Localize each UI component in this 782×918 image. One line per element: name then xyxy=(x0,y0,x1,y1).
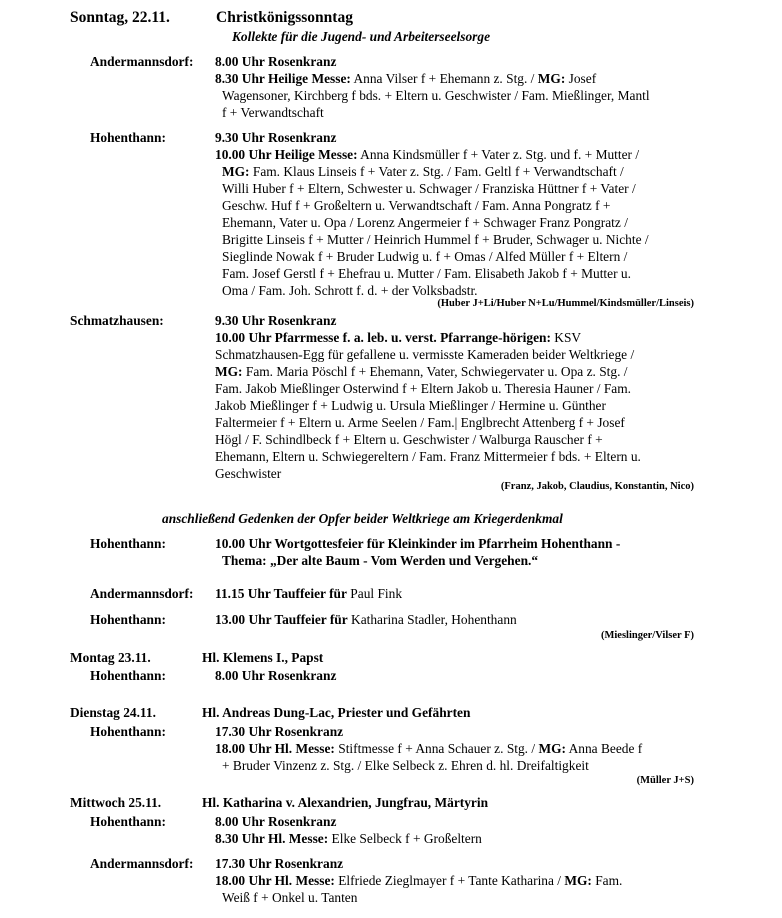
location-hohenthann: Hohenthann: xyxy=(90,814,166,829)
sunday-heading xyxy=(70,9,353,27)
mass-line: 18.00 Uhr Hl. Messe: Stiftmesse f + Anna Schauer z. Stg. / MG: Anna Beede f xyxy=(215,741,643,756)
mass-line: f + Verwandtschaft xyxy=(222,105,324,120)
mass-line: Fam. Jakob Mießlinger Osterwind f + Eltern Jakob u. Theresia Hauner / Fam. xyxy=(215,381,631,396)
mass-line: Jakob Mießlinger f + Ludwig u. Ursula Mießlinger / Hermine u. Günther xyxy=(215,398,606,413)
wednesday-date: Mittwoch 25.11. xyxy=(70,795,162,810)
rosary-time: 8.00 Uhr Rosenkranz xyxy=(215,668,337,683)
server-signature: (Huber J+Li/Huber N+Lu/Hummel/Kindsmüller/Linseis) xyxy=(437,298,694,309)
server-signature: (Franz, Jakob, Claudius, Konstantin, Nico) xyxy=(500,481,694,492)
location-hohenthann: Hohenthann: xyxy=(90,612,166,627)
tuesday-date: Dienstag 24.11. xyxy=(70,705,156,720)
tuesday-services xyxy=(215,723,695,774)
location-hohenthann: Hohenthann: xyxy=(90,130,166,145)
wednesday-heading xyxy=(70,794,489,811)
schmatzhausen-sunday-services xyxy=(215,312,695,482)
kids-service-theme: Thema: „Der alte Baum - Vom Werden und Vergehen.“ xyxy=(222,553,539,568)
rosary-time: 8.00 Uhr Rosenkranz xyxy=(215,814,337,829)
kids-service-line: 10.00 Uhr Wortgottesfeier für Kleinkinder im Pfarrheim Hohenthann - xyxy=(215,536,621,551)
mass-line: MG: Fam. Klaus Linseis f + Vater z. Stg. / Fam. Geltl f + Verwandtschaft / xyxy=(222,164,624,179)
mass-line: Ehemann, Eltern u. Schwiegereltern / Fam. Franz Mittermeier f bds. + Eltern u. xyxy=(215,449,641,464)
monday-heading xyxy=(70,649,324,666)
mass-line: Sieglinde Nowak f + Bruder Ludwig u. f + Omas / Alfed Müller f + Eltern / xyxy=(222,249,628,264)
mass-line: Weiß f + Onkel u. Tanten xyxy=(222,890,358,905)
wednesday-hohenthann-services xyxy=(215,813,695,847)
location-andermannsdorf: Andermannsdorf: xyxy=(90,856,194,871)
rosary-time: 9.30 Uhr Rosenkranz xyxy=(215,313,337,328)
server-signature: (Mieslinger/Vilser F) xyxy=(600,630,694,641)
tuesday-feast: Hl. Andreas Dung-Lac, Priester und Gefährten xyxy=(202,705,471,720)
tuesday-heading xyxy=(70,704,471,721)
rosary-time: 8.00 Uhr Rosenkranz xyxy=(215,54,337,69)
location-schmatzhausen: Schmatzhausen: xyxy=(70,313,164,328)
mass-line: + Bruder Vinzenz z. Stg. / Elke Selbeck z. Ehren d. hl. Dreifaltigkeit xyxy=(222,758,589,773)
baptism-entry: 11.15 Uhr Tauffeier für Paul Fink xyxy=(215,586,403,601)
server-signature: (Müller J+S) xyxy=(636,775,694,786)
mass-line: 10.00 Uhr Pfarrmesse f. a. leb. u. verst. Pfarrange-hörigen: KSV xyxy=(215,330,582,345)
wednesday-andermannsdorf-services xyxy=(215,855,695,906)
mass-line: Brigitte Linseis f + Mutter / Heinrich Hummel f + Bruder, Schwager u. Nichte / xyxy=(222,232,649,247)
mass-line: 18.00 Uhr Hl. Messe: Elfriede Zieglmayer f + Tante Katharina / MG: Fam. xyxy=(215,873,623,888)
mass-line: Oma / Fam. Joh. Schrott f. d. + der Volksbadstr. xyxy=(222,283,478,298)
location-hohenthann: Hohenthann: xyxy=(90,536,166,551)
mass-line: 8.30 Uhr Heilige Messe: Anna Vilser f + Ehemann z. Stg. / MG: Josef xyxy=(215,71,597,86)
mass-line: Högl / F. Schindlbeck f + Eltern u. Geschwister / Walburga Rauscher f + xyxy=(215,432,603,447)
location-hohenthann: Hohenthann: xyxy=(90,724,166,739)
monday-date: Montag 23.11. xyxy=(70,650,151,665)
monday-feast: Hl. Klemens I., Papst xyxy=(202,650,324,665)
location-andermannsdorf: Andermannsdorf: xyxy=(90,586,194,601)
rosary-time: 17.30 Uhr Rosenkranz xyxy=(215,856,344,871)
mass-line: Schmatzhausen-Egg für gefallene u. vermisste Kameraden beider Weltkriege / xyxy=(215,347,635,362)
mass-line: 8.30 Uhr Hl. Messe: Elke Selbeck f + Großeltern xyxy=(215,831,482,846)
mass-line: Wagensoner, Kirchberg f bds. + Eltern u. Geschwister / Fam. Mießlinger, Mantl xyxy=(222,88,650,103)
rosary-time: 9.30 Uhr Rosenkranz xyxy=(215,130,337,145)
rosary-time: 17.30 Uhr Rosenkranz xyxy=(215,724,344,739)
location-andermannsdorf: Andermannsdorf: xyxy=(90,54,194,69)
mass-line: Faltermeier f + Eltern u. Arme Seelen / Fam.| Englbrecht Attenberg f + Josef xyxy=(215,415,625,430)
andermannsdorf-sunday-services xyxy=(215,53,695,121)
wednesday-feast: Hl. Katharina v. Alexandrien, Jungfrau, Märtyrin xyxy=(202,795,489,810)
mass-line: 10.00 Uhr Heilige Messe: Anna Kindsmüller f + Vater z. Stg. und f. + Mutter / xyxy=(215,147,640,162)
hohenthann-sunday-services xyxy=(215,129,695,299)
mass-line: Geschwister xyxy=(215,466,282,481)
mass-line: Fam. Josef Gerstl f + Ehefrau u. Mutter / Fam. Elisabeth Jakob f + Mutter u. xyxy=(222,266,631,281)
baptism-entry: 13.00 Uhr Tauffeier für Katharina Stadler, Hohenthann xyxy=(215,612,517,627)
mass-line: Geschw. Huf f + Großeltern u. Verwandtschaft / Fam. Anna Pongratz f + xyxy=(222,198,611,213)
sunday-date: Sonntag, 22.11. xyxy=(70,9,170,26)
mass-line: Ehemann, Vater u. Opa / Lorenz Angermeier f + Schwager Franz Pongratz / xyxy=(222,215,628,230)
mass-line: MG: Fam. Maria Pöschl f + Ehemann, Vater, Schwiegervater u. Opa z. Stg. / xyxy=(215,364,628,379)
sunday-collection-note: Kollekte für die Jugend- und Arbeiterseelsorge xyxy=(232,29,491,44)
mass-line: Willi Huber f + Eltern, Schwester u. Schwager / Franziska Hüttner f + Vater / xyxy=(222,181,636,196)
sunday-feast: Christkönigssonntag xyxy=(216,9,353,26)
location-hohenthann: Hohenthann: xyxy=(90,668,166,683)
memorial-note: anschließend Gedenken der Opfer beider Weltkriege am Kriegerdenkmal xyxy=(162,511,563,526)
kids-service xyxy=(215,535,695,569)
